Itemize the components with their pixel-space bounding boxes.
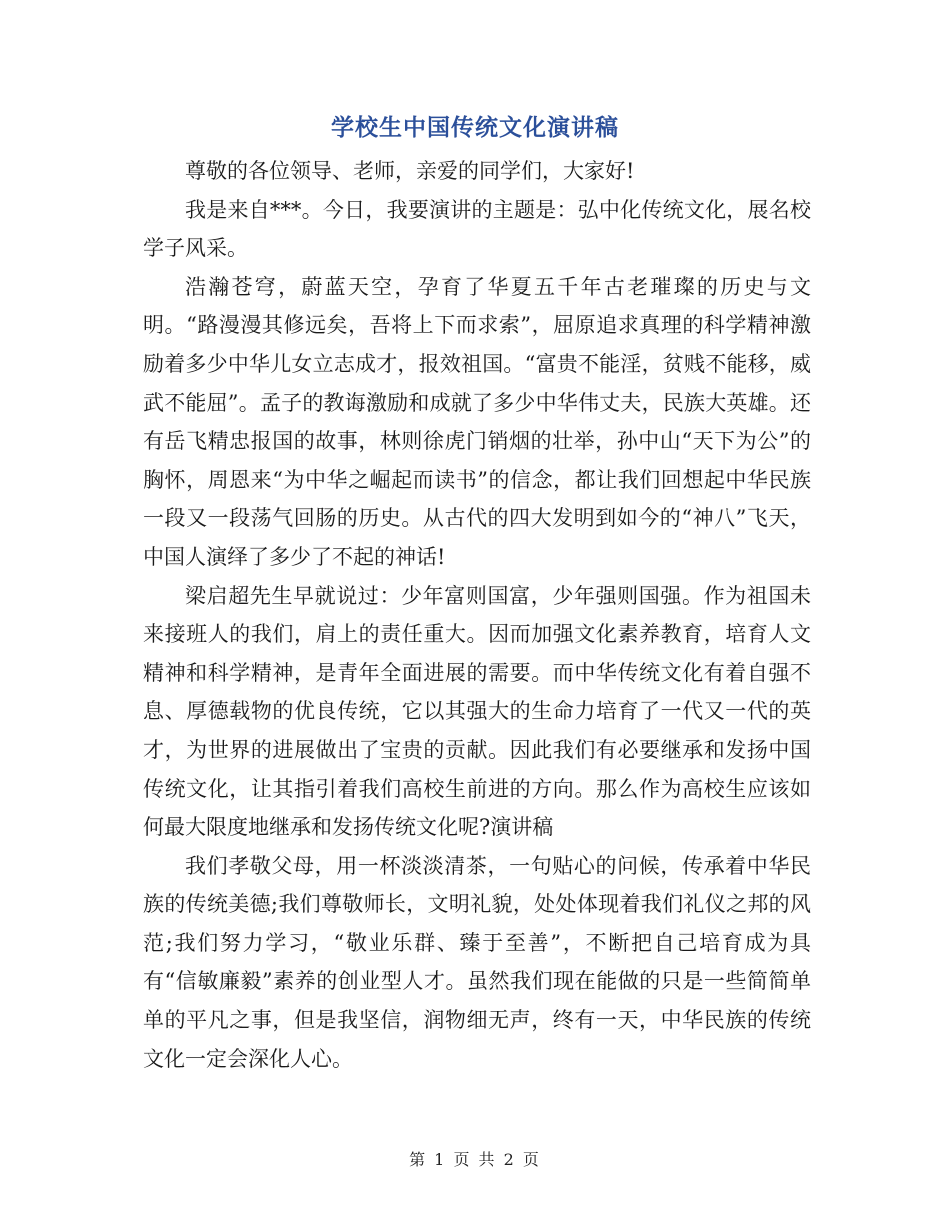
page-number-footer: 第 1 页 共 2 页 — [409, 1150, 541, 1169]
paragraph-responsibility: 梁启超先生早就说过：少年富则国富，少年强则国强。作为祖国未来接班人的我们，肩上的责任重大。因而加强文化素养教育，培育人文精神和科学精神，是青年全面进展的需要。而中华传统文化有着自强不息、厚德载物的优良传统，它以其强大的生命力培育了一代又一代的英才，为世界的进展做出了宝贵的贡献。因此我们有必要继承和发扬中国传统文化，让其指引着我们高校生前进的方向。那么作为高校生应该如何最大限度地继承和发扬传统文化呢?演讲稿 — [143, 583, 811, 840]
paragraph-intro: 我是来自***。今日，我要演讲的主题是：弘中化传统文化，展名校学子风采。 — [143, 197, 811, 261]
paragraph-conclusion: 我们孝敬父母，用一杯淡淡清茶，一句贴心的问候，传承着中华民族的传统美德;我们尊敬师长，文明礼貌，处处体现着我们礼仪之邦的风范;我们努力学习，“敬业乐群、臻于至善”，不断把自己培育成为具有“信敏廉毅”素养的创业型人才。虽然我们现在能做的只是一些简简单单的平凡之事，但是我坚信，润物细无声，终有一天，中华民族的传统文化一定会深化人心。 — [143, 853, 811, 1071]
paragraph-greeting: 尊敬的各位领导、老师，亲爱的同学们，大家好! — [185, 159, 635, 183]
document-body — [143, 152, 811, 1078]
paragraph-history: 浩瀚苍穹，蔚蓝天空，孕育了华夏五千年古老璀璨的历史与文明。“路漫漫其修远矣，吾将上下而求索”，屈原追求真理的科学精神激励着多少中华儿女立志成才，报效祖国。“富贵不能淫，贫贱不能移，威武不能屈”。孟子的教诲激励和成就了多少中华伟丈夫，民族大英雄。还有岳飞精忠报国的故事，林则徐虎门销烟的壮举，孙中山“天下为公”的胸怀，周恩来“为中华之崛起而读书”的信念，都让我们回想起中华民族一段又一段荡气回肠的历史。从古代的四大发明到如今的“神八”飞天，中国人演绎了多少了不起的神话! — [143, 274, 811, 569]
document-title: 学校生中国传统文化演讲稿 — [331, 114, 619, 141]
